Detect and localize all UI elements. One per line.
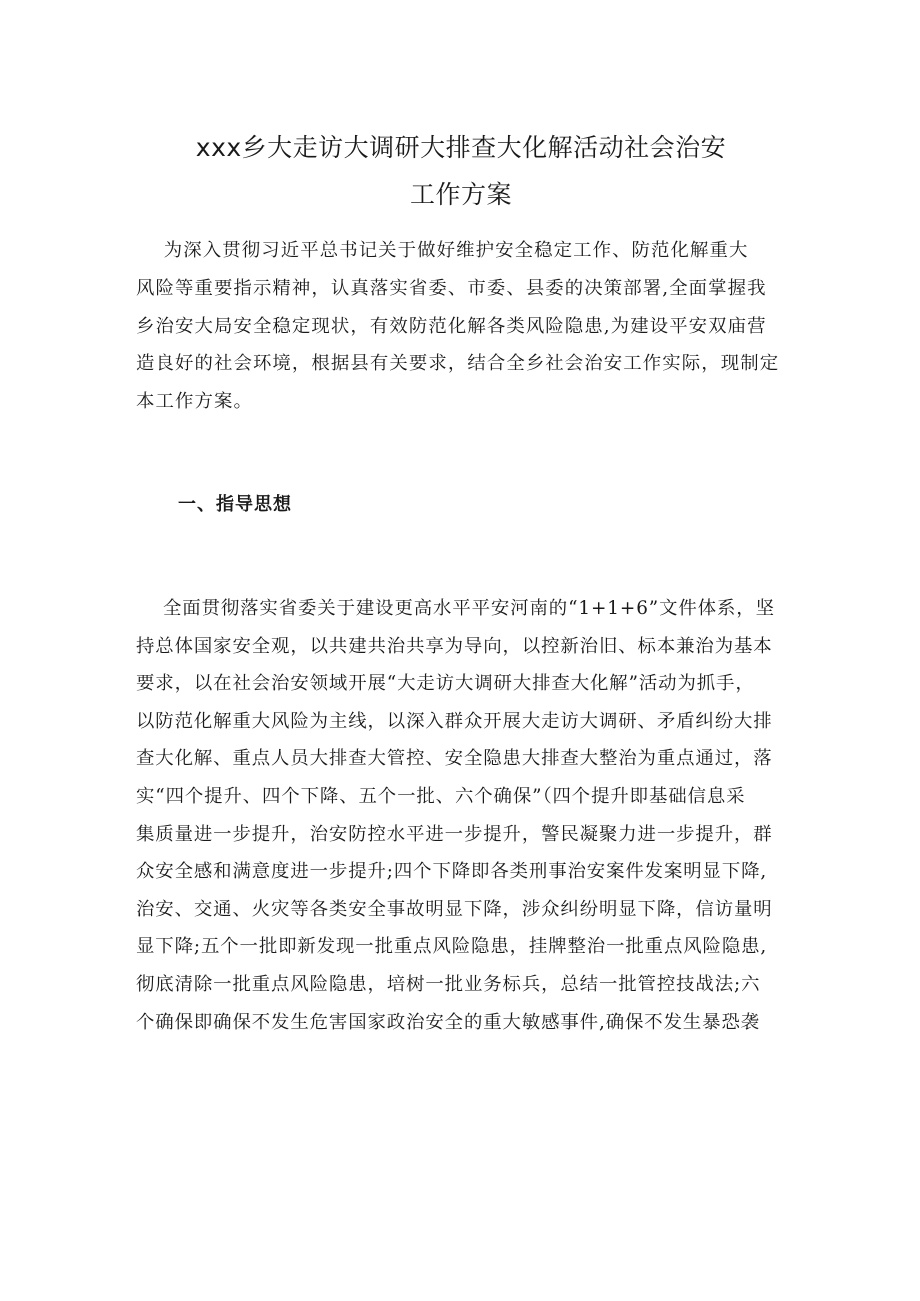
body-line: 治安、交通、火灾等各类安全事故明显下降，涉众纠纷明显下降，信访量明 (136, 898, 773, 920)
intro-line: 风险等重要指示精神，认真落实省委、市委、县委的决策部署,全面掌握我 (136, 277, 767, 299)
body-line: 以防范化解重大风险为主线，以深入群众开展大走访大调研、矛盾纠纷大排 (136, 710, 773, 732)
document-title-line1: xxx乡大走访大调研大排查大化解活动社会治安 (195, 133, 727, 162)
body-line: 显下降;五个一批即新发现一批重点风险隐患，挂牌整治一批重点风险隐患, (136, 936, 768, 958)
body-line: 全面贯彻落实省委关于建设更高水平平安河南的“1+1+6”文件体系，坚 (136, 598, 775, 619)
intro-line: 乡治安大局安全稳定现状，有效防范化解各类风险隐患,为建设平安双庙营 (136, 315, 767, 337)
body-line: 查大化解、重点人员大排查大管控、安全隐患大排查大整治为重点通过，落 (136, 748, 773, 770)
body-line: 彻底清除一批重点风险隐患，培树一批业务标兵，总结一批管控技战法;六 (136, 973, 761, 995)
intro-line: 造良好的社会环境，根据县有关要求，结合全乡社会治安工作实际，现制定 (136, 353, 780, 375)
guiding-thought-paragraph (136, 590, 790, 1041)
document-title-line2: 工作方案 (409, 180, 512, 209)
section-heading-guiding-thought: 一、指导思想 (178, 494, 292, 515)
intro-line: 本工作方案。 (136, 391, 253, 413)
body-line: 持总体国家安全观，以共建共治共享为导向，以控新治旧、标本兼治为基本 (136, 635, 773, 657)
intro-paragraph (136, 232, 790, 421)
body-line: 集质量进一步提升，治安防控水平进一步提升，警民凝聚力进一步提升，群 (136, 823, 773, 845)
intro-line: 为深入贯彻习近平总书记关于做好维护安全稳定工作、防范化解重大 (136, 240, 749, 261)
body-line: 要求，以在社会治安领域开展“大走访大调研大排查大化解”活动为抓手， (136, 673, 755, 695)
body-line: 众安全感和满意度进一步提升;四个下降即各类刑事治安案件发案明显下降, (136, 861, 768, 883)
body-line: 个确保即确保不发生危害国家政治安全的重大敏感事件,确保不发生暴恐袭 (136, 1011, 761, 1033)
body-line: 实“四个提升、四个下降、五个一批、六个确保”（四个提升即基础信息采 (136, 785, 746, 807)
